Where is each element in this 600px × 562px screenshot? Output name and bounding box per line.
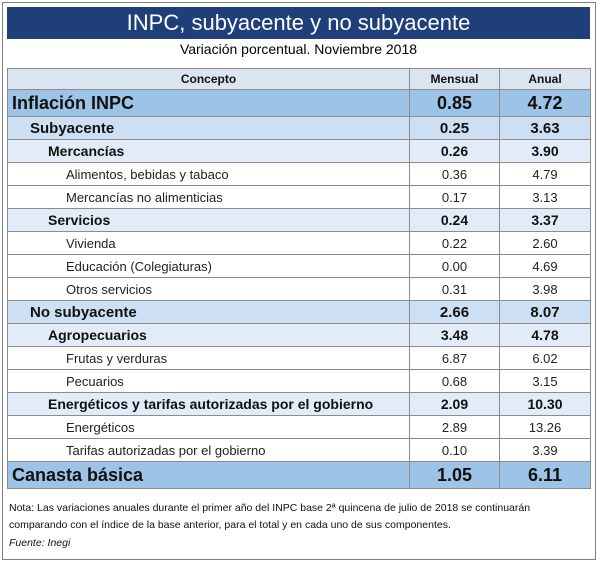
row-label: Alimentos, bebidas y tabaco xyxy=(8,163,410,186)
table-row xyxy=(8,163,591,186)
row-label: Energéticos y tarifas autorizadas por el gobierno xyxy=(8,393,410,416)
row-annual-value: 3.63 xyxy=(500,117,591,140)
row-monthly-value: 0.24 xyxy=(410,209,500,232)
row-monthly-value: 2.89 xyxy=(410,416,500,439)
row-monthly-value: 0.00 xyxy=(410,255,500,278)
row-label: Vivienda xyxy=(8,232,410,255)
row-annual-value: 3.98 xyxy=(500,278,591,301)
inflation-table xyxy=(7,68,591,489)
table-row xyxy=(8,393,591,416)
table-row xyxy=(8,117,591,140)
page-subtitle: Variación porcentual. Noviembre 2018 xyxy=(179,41,418,57)
table-row xyxy=(8,209,591,232)
row-annual-value: 4.78 xyxy=(500,324,591,347)
row-label: Mercancías no alimenticias xyxy=(8,186,410,209)
footnote: Nota: Las variaciones anuales durante el primer año del INPC base 2ª quincena de julio de 2018 se continuarán comparando con el índice de la base anterior, para el total y en cada uno de sus componentes. xyxy=(9,502,531,531)
row-label: Tarifas autorizadas por el gobierno xyxy=(8,439,410,462)
row-monthly-value: 6.87 xyxy=(410,347,500,370)
header-annual: Anual xyxy=(500,69,591,90)
row-annual-value: 13.26 xyxy=(500,416,591,439)
row-monthly-value: 0.17 xyxy=(410,186,500,209)
source-credit: Fuente: Inegi xyxy=(9,537,71,549)
table-row xyxy=(8,439,591,462)
row-annual-value: 3.15 xyxy=(500,370,591,393)
row-label: Subyacente xyxy=(8,117,410,140)
row-annual-value: 8.07 xyxy=(500,301,591,324)
row-annual-value: 3.39 xyxy=(500,439,591,462)
row-monthly-value: 1.05 xyxy=(410,462,500,489)
row-label: No subyacente xyxy=(8,301,410,324)
row-annual-value: 3.90 xyxy=(500,140,591,163)
table-header-row xyxy=(8,69,591,90)
table-row xyxy=(8,232,591,255)
row-label: Energéticos xyxy=(8,416,410,439)
table-row xyxy=(8,324,591,347)
header-monthly: Mensual xyxy=(410,69,500,90)
table-row xyxy=(8,186,591,209)
table-row xyxy=(8,301,591,324)
row-monthly-value: 0.26 xyxy=(410,140,500,163)
row-monthly-value: 2.09 xyxy=(410,393,500,416)
row-label: Otros servicios xyxy=(8,278,410,301)
row-monthly-value: 0.68 xyxy=(410,370,500,393)
row-monthly-value: 2.66 xyxy=(410,301,500,324)
row-annual-value: 6.02 xyxy=(500,347,591,370)
table-row xyxy=(8,278,591,301)
table-row xyxy=(8,90,591,117)
row-monthly-value: 0.10 xyxy=(410,439,500,462)
row-monthly-value: 0.25 xyxy=(410,117,500,140)
table-row xyxy=(8,416,591,439)
row-label: Educación (Colegiaturas) xyxy=(8,255,410,278)
row-annual-value: 4.79 xyxy=(500,163,591,186)
row-annual-value: 4.72 xyxy=(500,90,591,117)
table-row xyxy=(8,462,591,489)
row-label: Agropecuarios xyxy=(8,324,410,347)
row-label: Inflación INPC xyxy=(8,90,410,117)
row-monthly-value: 3.48 xyxy=(410,324,500,347)
row-annual-value: 4.69 xyxy=(500,255,591,278)
table-row xyxy=(8,255,591,278)
row-label: Frutas y verduras xyxy=(8,347,410,370)
row-label: Canasta básica xyxy=(8,462,410,489)
table-row xyxy=(8,347,591,370)
row-label: Mercancías xyxy=(8,140,410,163)
page-title: INPC, subyacente y no subyacente xyxy=(7,7,590,39)
row-monthly-value: 0.22 xyxy=(410,232,500,255)
row-annual-value: 3.37 xyxy=(500,209,591,232)
row-annual-value: 6.11 xyxy=(500,462,591,489)
row-label: Pecuarios xyxy=(8,370,410,393)
table-row xyxy=(8,370,591,393)
row-annual-value: 2.60 xyxy=(500,232,591,255)
row-annual-value: 10.30 xyxy=(500,393,591,416)
row-monthly-value: 0.31 xyxy=(410,278,500,301)
table-row xyxy=(8,140,591,163)
row-monthly-value: 0.85 xyxy=(410,90,500,117)
table-body xyxy=(8,90,591,489)
row-monthly-value: 0.36 xyxy=(410,163,500,186)
row-label: Servicios xyxy=(8,209,410,232)
row-annual-value: 3.13 xyxy=(500,186,591,209)
header-concept: Concepto xyxy=(8,69,410,90)
